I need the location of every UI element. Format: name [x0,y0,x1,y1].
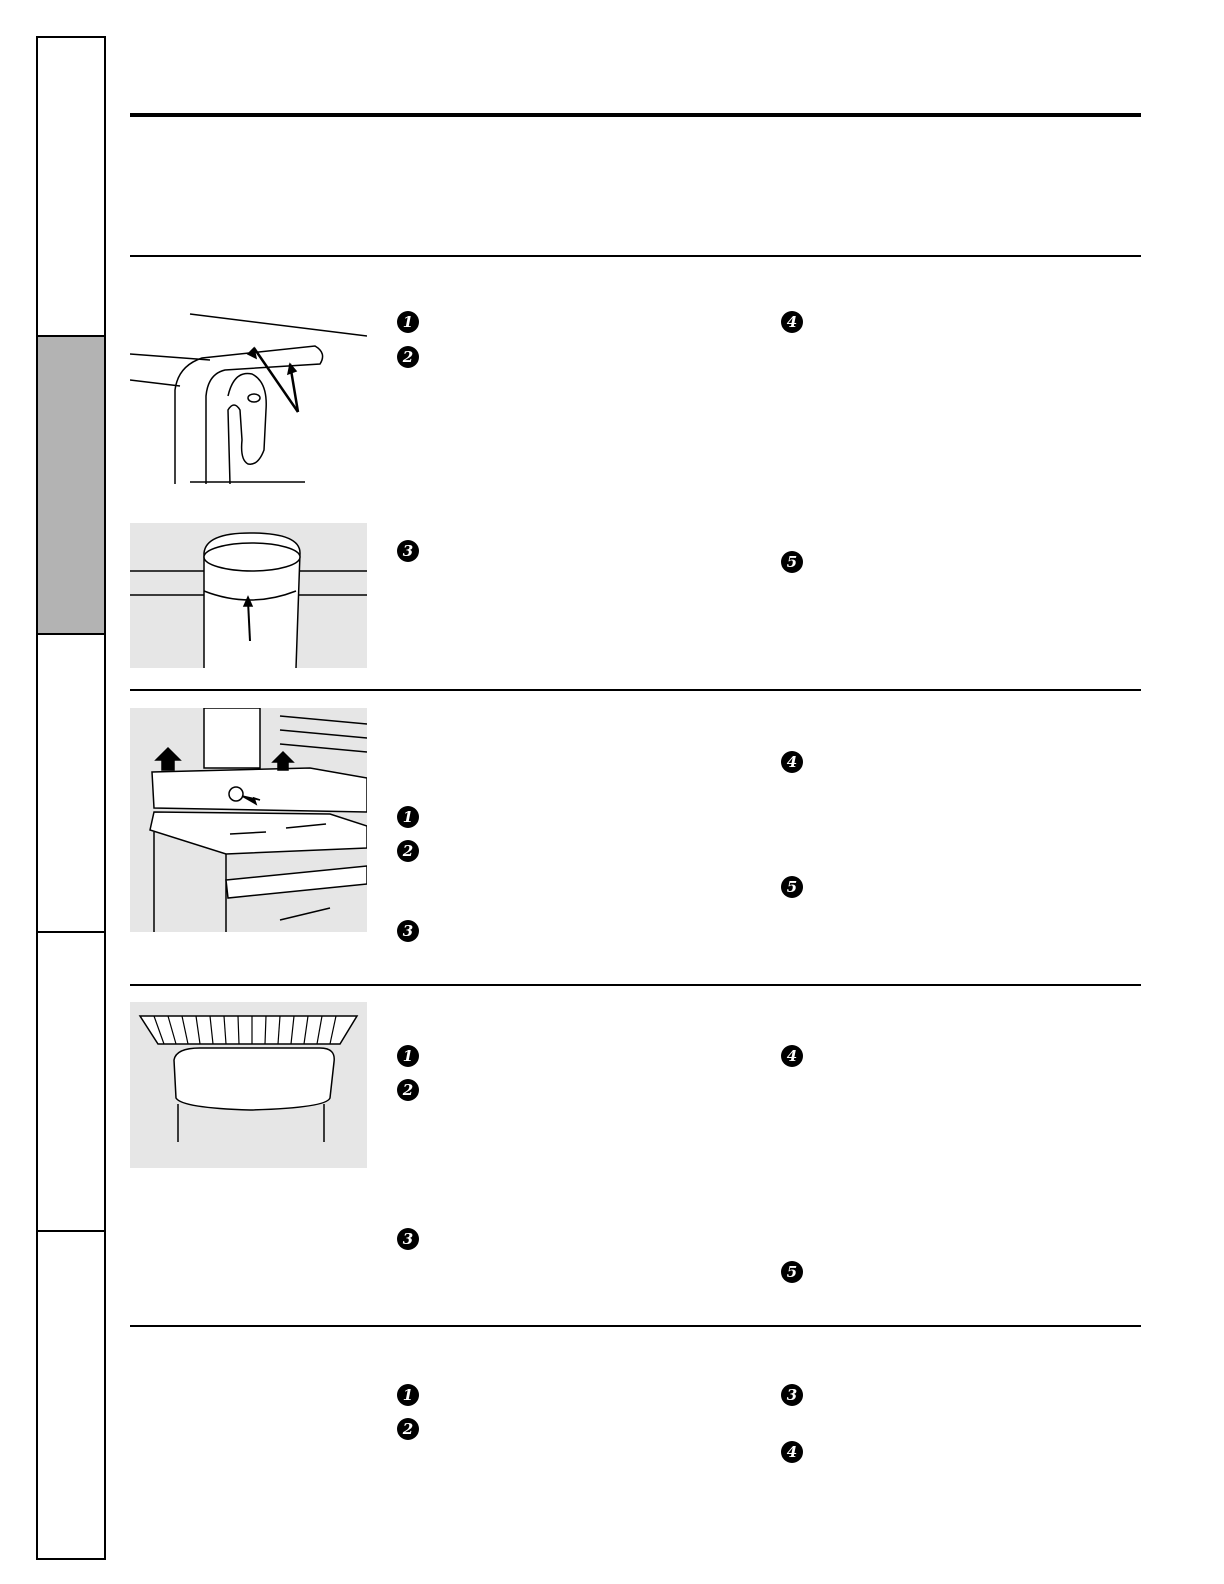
section-divider-1 [130,255,1141,257]
side-tab-column [36,36,106,1560]
side-tab-1[interactable] [38,38,104,337]
section-1-step-2: 2 [397,346,419,368]
section-2-step-2: 2 [397,840,419,862]
section-2-step-5: 5 [781,876,803,898]
section-4-step-2: 2 [397,1418,419,1440]
section-2-step-3: 3 [397,920,419,942]
section-3-step-3: 3 [397,1228,419,1250]
section-divider-3 [130,984,1141,986]
section-2-step-1: 1 [397,806,419,828]
section-3-step-5: 5 [781,1261,803,1283]
section-4-step-3: 3 [781,1384,803,1406]
figure-range-backguard [130,708,367,932]
side-tab-5[interactable] [38,1232,104,1558]
section-divider-4 [130,1325,1141,1327]
section-divider-2 [130,689,1141,691]
side-tab-4[interactable] [38,933,104,1232]
section-1-step-1: 1 [397,311,419,333]
side-tab-2-active[interactable] [38,337,104,635]
section-3-step-2: 2 [397,1079,419,1101]
side-tab-3[interactable] [38,635,104,933]
header-rule [130,113,1141,117]
section-3-step-4: 4 [781,1045,803,1067]
figure-ceiling-mount [130,300,367,484]
section-2-step-4: 4 [781,751,803,773]
section-1-step-4: 4 [781,311,803,333]
section-1-step-5: 5 [781,551,803,573]
section-4-step-4: 4 [781,1441,803,1463]
figure-rack-housing [130,1002,367,1168]
section-4-step-1: 1 [397,1384,419,1406]
figure-duct-collar [130,523,367,668]
section-3-step-1: 1 [397,1045,419,1067]
section-1-step-3: 3 [397,540,419,562]
